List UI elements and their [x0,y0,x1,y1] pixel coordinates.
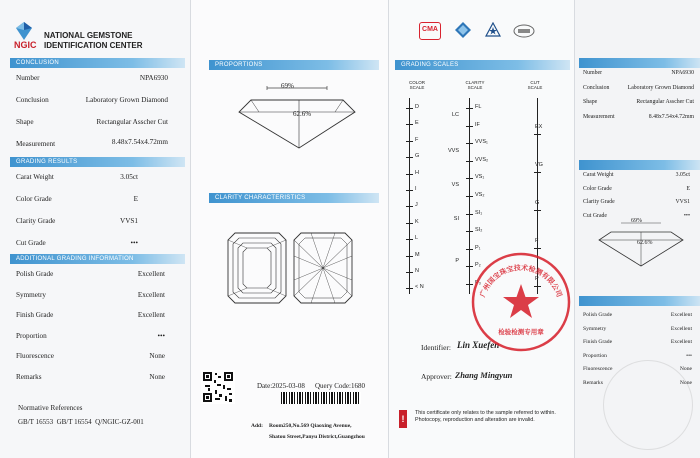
summary-grade-bar [579,160,700,170]
seal-inner-text: 检验检测专用章 [498,328,544,336]
row-label: Symmetry [583,325,607,332]
clarity-scale-tick [466,161,473,162]
color-scale-tick [406,157,413,158]
row-label: Conclusion [16,96,49,104]
accreditation-logo-diamond-icon [455,22,471,38]
color-grade-label: F [415,136,419,143]
row-label: Symmetry [16,290,46,299]
color-scale-tick [406,124,413,125]
approver-signature: Zhang Mingyun [455,370,513,380]
clarity-group-label: VVS [447,148,459,154]
color-grade-label: L [415,235,419,242]
cut-scale-tick [534,248,541,249]
clarity-scale-label: CLARITY SCALE [465,80,485,90]
row-value: 3.05ct [120,173,138,181]
row-value: 3.05ct [675,172,690,178]
color-scale-tick [406,223,413,224]
cut-grade-label: EX [535,124,543,130]
row-label: Carat Weight [16,173,54,181]
report-date: Date:2025-03-08 [257,382,305,390]
clarity-grade-label: SI₁ [475,209,483,216]
row-value: ••• [130,239,138,247]
seal-ring-text: 广州国宝珠宝技术检测有限公司 [478,263,564,299]
clarity-grade-label: P₃ [475,280,481,286]
measurement-value: 8.48x7.54x4.72mm [111,138,168,146]
center-name-line2: IDENTIFICATION CENTER [44,41,143,50]
row-value: None [149,372,165,381]
row-value: E [133,195,138,203]
row-value: Rectangular Asscher Cut [636,99,694,105]
row-value: VVS1 [675,199,690,205]
row-value: ••• [686,352,692,359]
clarity-characteristics-heading: CLARITY CHARACTERISTICS [209,193,379,203]
row-label: Clarity Grade [583,199,615,205]
row-value: ••• [157,331,165,340]
clarity-group-label: SI [453,216,459,222]
clarity-group-label: P [455,258,459,264]
clarity-scale-tick [466,108,473,109]
row-label: Cut Grade [16,239,46,247]
row-value: NPA6930 [671,70,694,76]
clarity-grade-label: VVS₂ [475,156,489,163]
report-panel-main [0,0,190,458]
clarity-plot-pavilion-view [293,232,353,304]
row-label: Finish Grade [583,339,613,345]
row-label: Remarks [16,372,42,381]
row-value: Excellent [137,270,165,278]
color-scale-tick [406,108,413,109]
cut-scale-label: CUT SCALE [527,80,543,90]
color-scale-label: COLOR SCALE [408,80,425,90]
row-label: Clarity Grade [16,217,56,225]
clarity-plot-crown-view [227,232,287,304]
cut-grade-label: F [535,238,539,244]
row-label: Shape [16,118,34,126]
address-line1: Room250,No.569 Qiaoxing Avenue, [269,423,352,429]
summary-table-pct: 69% [631,218,642,224]
ngic-logo-text: NGIC [14,40,37,50]
clarity-group-label: VS [451,182,459,188]
cma-logo [419,22,441,40]
identifier-signature: Lin Xuefen [457,340,500,350]
color-scale-tick [406,190,413,191]
row-value: VVS1 [120,217,138,225]
summary-depth-pct: 62.6% [637,240,653,246]
table-percentage: 69% [281,82,294,90]
color-grade-label: H [415,169,419,176]
cut-scale-tick [534,134,541,135]
clarity-group-label: LC [451,112,459,118]
clarity-scale-tick [466,143,473,144]
row-label: Remarks [583,379,603,386]
row-label: Color Grade [583,185,612,192]
color-scale-tick [406,256,413,257]
clarity-grade-label: P₁ [475,244,481,251]
clarity-scale-tick [466,196,473,197]
row-value: ••• [683,212,690,219]
cut-grade-label: P [535,276,539,282]
color-grade-label: D [415,104,419,110]
color-grade-label: G [415,153,420,160]
proportions-heading: PROPORTIONS [209,60,379,70]
row-label: Number [16,74,40,82]
row-label: Measurement [16,140,56,148]
ngic-logo-icon [16,22,32,40]
cut-scale-tick [534,210,541,211]
row-value: None [149,352,165,360]
color-grade-label: J [415,202,418,209]
address-line2: Shatou Street,Panyu District,Guangzhou [269,434,365,440]
clarity-scale-tick [466,126,473,127]
row-label: Carat Weight [583,172,614,178]
row-value: None [679,366,692,372]
color-grade-label: K [415,218,419,225]
color-grade-label: < N [415,284,424,291]
accreditation-logo-star-icon [485,22,501,38]
color-scale-tick [406,239,413,240]
color-grade-label: E [415,120,419,127]
clarity-grade-label: VS₂ [475,192,485,198]
row-value: Excellent [670,325,692,332]
clarity-grade-label: VVS₁ [475,139,488,146]
cut-scale-tick [534,172,541,173]
row-value: Excellent [670,312,692,318]
row-label: Finish Grade [16,311,54,319]
clarity-grade-label: VS₁ [475,174,485,181]
color-scale-tick [406,206,413,207]
row-label: Color Grade [16,195,52,203]
normative-title: Normative References [18,404,83,412]
color-grade-label: M [415,251,420,258]
row-label: Number [583,70,602,76]
cma-logo-text: CMA [422,26,438,33]
accreditation-logo-oval-icon [513,24,535,38]
address-label: Add: [251,423,263,429]
row-value: Laboratory Grown Diamond [627,84,694,91]
grading-results-heading: GRADING RESULTS [10,157,185,167]
row-value: NPA6930 [139,74,168,82]
color-scale-tick [406,141,413,142]
depth-percentage: 62.6% [293,110,312,118]
approver-label: Approver: [421,372,452,381]
row-label: Fluorescence [16,352,54,360]
row-value: Laboratory Grown Diamond [85,96,168,104]
row-label: Proportion [583,352,607,359]
certificate-note: This certificate only relates to the sample referred to within. Photocopy, reproduction and alteration are invalid. [415,410,556,423]
grading-scales-heading: GRADING SCALES [395,60,570,70]
row-label: Conclusion [583,84,610,91]
clarity-grade-label: P₂ [475,262,481,269]
row-label: Shape [583,99,598,105]
grading-scales-panel [388,0,574,458]
center-name-line1: NATIONAL GEMSTONE [44,31,133,40]
summary-card-panel [574,0,700,458]
row-label: Polish Grade [583,312,613,318]
cut-grade-label: VG [535,162,543,168]
qr-code-icon[interactable] [201,370,235,404]
color-scale-tick [406,174,413,175]
row-label: Cut Grade [583,212,607,219]
color-grade-label: N [415,268,419,274]
row-value: None [679,379,692,386]
warning-icon: ! [399,410,407,428]
identifier-label: Identifier: [421,343,451,352]
row-label: Polish Grade [16,270,54,278]
clarity-scale-tick [466,214,473,215]
color-scale-tick [406,272,413,273]
row-value: Rectangular Asscher Cut [96,118,168,126]
clarity-grade-label: FL [475,104,482,110]
conclusion-heading: CONCLUSION [10,58,185,68]
summary-header-bar [579,58,700,68]
color-scale-tick [406,288,413,289]
clarity-grade-label: SI₂ [475,227,483,234]
cut-grade-label: G [535,200,540,206]
row-label: Proportion [16,331,47,340]
clarity-grade-label: IF [475,121,480,128]
additional-grading-heading: ADDITIONAL GRADING INFORMATION [10,254,185,264]
row-value: Excellent [137,290,165,299]
row-label: Fluorescence [583,366,613,372]
row-label: Measurement [583,113,615,120]
row-value: 8.48x7.54x4.72mm [648,113,694,120]
color-scale-line [409,98,410,294]
watermark-seal [603,360,693,450]
clarity-scale-tick [466,178,473,179]
query-code: Query Code:1680 [315,382,365,390]
official-seal-stamp [469,250,573,354]
row-value: Excellent [137,311,165,319]
color-grade-label: I [415,186,417,192]
diagram-panel [190,0,388,458]
row-value: E [686,185,690,192]
summary-additional-bar [579,296,700,306]
clarity-scale-tick [466,231,473,232]
barcode-icon [281,392,361,404]
normative-refs: GB/T 16553 GB/T 16554 Q/NGIC-GZ-001 [18,418,144,426]
row-value: Excellent [670,339,692,345]
